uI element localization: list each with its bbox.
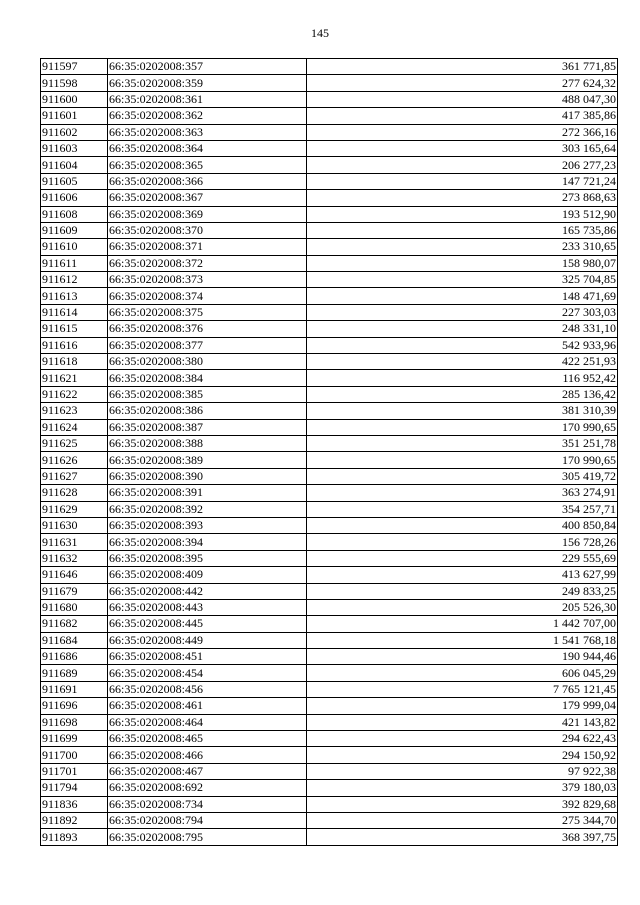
table-row xyxy=(41,632,618,648)
cadastral-number-cell: 66:35:0202008:692 xyxy=(108,780,307,796)
amount-cell: 488 047,30 xyxy=(307,91,618,107)
amount-cell: 294 622,43 xyxy=(307,731,618,747)
amount-cell: 148 471,69 xyxy=(307,288,618,304)
cadastral-number-cell: 66:35:0202008:376 xyxy=(108,321,307,337)
amount-cell: 413 627,99 xyxy=(307,567,618,583)
record-id-cell: 911646 xyxy=(41,567,108,583)
amount-cell: 354 257,71 xyxy=(307,501,618,517)
record-id-cell: 911696 xyxy=(41,698,108,714)
amount-cell: 392 829,68 xyxy=(307,796,618,812)
record-id-cell: 911601 xyxy=(41,108,108,124)
registry-table-body xyxy=(41,59,618,846)
cadastral-number-cell: 66:35:0202008:366 xyxy=(108,173,307,189)
amount-cell: 233 310,65 xyxy=(307,239,618,255)
amount-cell: 379 180,03 xyxy=(307,780,618,796)
amount-cell: 205 526,30 xyxy=(307,599,618,615)
cadastral-number-cell: 66:35:0202008:374 xyxy=(108,288,307,304)
record-id-cell: 911622 xyxy=(41,386,108,402)
table-row xyxy=(41,59,618,75)
cadastral-number-cell: 66:35:0202008:395 xyxy=(108,550,307,566)
table-row xyxy=(41,763,618,779)
table-row xyxy=(41,501,618,517)
record-id-cell: 911598 xyxy=(41,75,108,91)
amount-cell: 179 999,04 xyxy=(307,698,618,714)
cadastral-number-cell: 66:35:0202008:385 xyxy=(108,386,307,402)
table-row xyxy=(41,452,618,468)
table-row xyxy=(41,222,618,238)
amount-cell: 165 735,86 xyxy=(307,222,618,238)
cadastral-number-cell: 66:35:0202008:371 xyxy=(108,239,307,255)
amount-cell: 542 933,96 xyxy=(307,337,618,353)
amount-cell: 400 850,84 xyxy=(307,517,618,533)
page-number: 145 xyxy=(311,26,329,40)
amount-cell: 305 419,72 xyxy=(307,468,618,484)
table-row xyxy=(41,419,618,435)
cadastral-number-cell: 66:35:0202008:449 xyxy=(108,632,307,648)
amount-cell: 294 150,92 xyxy=(307,747,618,763)
cadastral-number-cell: 66:35:0202008:391 xyxy=(108,485,307,501)
amount-cell: 147 721,24 xyxy=(307,173,618,189)
record-id-cell: 911679 xyxy=(41,583,108,599)
cadastral-number-cell: 66:35:0202008:394 xyxy=(108,534,307,550)
amount-cell: 156 728,26 xyxy=(307,534,618,550)
record-id-cell: 911686 xyxy=(41,649,108,665)
amount-cell: 190 944,46 xyxy=(307,649,618,665)
cadastral-number-cell: 66:35:0202008:442 xyxy=(108,583,307,599)
amount-cell: 368 397,75 xyxy=(307,829,618,845)
record-id-cell: 911615 xyxy=(41,321,108,337)
cadastral-number-cell: 66:35:0202008:456 xyxy=(108,681,307,697)
table-row xyxy=(41,108,618,124)
cadastral-number-cell: 66:35:0202008:388 xyxy=(108,435,307,451)
table-row xyxy=(41,517,618,533)
amount-cell: 273 868,63 xyxy=(307,190,618,206)
table-row xyxy=(41,337,618,353)
cadastral-number-cell: 66:35:0202008:393 xyxy=(108,517,307,533)
amount-cell: 363 274,91 xyxy=(307,485,618,501)
amount-cell: 606 045,29 xyxy=(307,665,618,681)
amount-cell: 206 277,23 xyxy=(307,157,618,173)
amount-cell: 275 344,70 xyxy=(307,812,618,828)
record-id-cell: 911691 xyxy=(41,681,108,697)
cadastral-number-cell: 66:35:0202008:461 xyxy=(108,698,307,714)
cadastral-number-cell: 66:35:0202008:369 xyxy=(108,206,307,222)
table-row xyxy=(41,665,618,681)
record-id-cell: 911621 xyxy=(41,370,108,386)
cadastral-number-cell: 66:35:0202008:372 xyxy=(108,255,307,271)
cadastral-number-cell: 66:35:0202008:387 xyxy=(108,419,307,435)
record-id-cell: 911698 xyxy=(41,714,108,730)
registry-table xyxy=(40,58,618,846)
cadastral-number-cell: 66:35:0202008:466 xyxy=(108,747,307,763)
table-row xyxy=(41,485,618,501)
record-id-cell: 911892 xyxy=(41,812,108,828)
cadastral-number-cell: 66:35:0202008:734 xyxy=(108,796,307,812)
record-id-cell: 911604 xyxy=(41,157,108,173)
record-id-cell: 911630 xyxy=(41,517,108,533)
cadastral-number-cell: 66:35:0202008:363 xyxy=(108,124,307,140)
record-id-cell: 911623 xyxy=(41,403,108,419)
amount-cell: 229 555,69 xyxy=(307,550,618,566)
amount-cell: 422 251,93 xyxy=(307,354,618,370)
cadastral-number-cell: 66:35:0202008:409 xyxy=(108,567,307,583)
record-id-cell: 911689 xyxy=(41,665,108,681)
table-row xyxy=(41,91,618,107)
cadastral-number-cell: 66:35:0202008:375 xyxy=(108,304,307,320)
cadastral-number-cell: 66:35:0202008:359 xyxy=(108,75,307,91)
cadastral-number-cell: 66:35:0202008:389 xyxy=(108,452,307,468)
record-id-cell: 911626 xyxy=(41,452,108,468)
table-row xyxy=(41,616,618,632)
amount-cell: 248 331,10 xyxy=(307,321,618,337)
cadastral-number-cell: 66:35:0202008:445 xyxy=(108,616,307,632)
table-row xyxy=(41,780,618,796)
record-id-cell: 911631 xyxy=(41,534,108,550)
cadastral-number-cell: 66:35:0202008:794 xyxy=(108,812,307,828)
record-id-cell: 911610 xyxy=(41,239,108,255)
cadastral-number-cell: 66:35:0202008:390 xyxy=(108,468,307,484)
table-row xyxy=(41,239,618,255)
record-id-cell: 911632 xyxy=(41,550,108,566)
amount-cell: 361 771,85 xyxy=(307,59,618,75)
table-row xyxy=(41,731,618,747)
amount-cell: 381 310,39 xyxy=(307,403,618,419)
cadastral-number-cell: 66:35:0202008:384 xyxy=(108,370,307,386)
record-id-cell: 911605 xyxy=(41,173,108,189)
amount-cell: 325 704,85 xyxy=(307,272,618,288)
record-id-cell: 911602 xyxy=(41,124,108,140)
table-row xyxy=(41,386,618,402)
amount-cell: 97 922,38 xyxy=(307,763,618,779)
cadastral-number-cell: 66:35:0202008:380 xyxy=(108,354,307,370)
table-row xyxy=(41,698,618,714)
cadastral-number-cell: 66:35:0202008:365 xyxy=(108,157,307,173)
cadastral-number-cell: 66:35:0202008:451 xyxy=(108,649,307,665)
record-id-cell: 911684 xyxy=(41,632,108,648)
table-row xyxy=(41,796,618,812)
amount-cell: 1 541 768,18 xyxy=(307,632,618,648)
table-row xyxy=(41,206,618,222)
table-row xyxy=(41,829,618,845)
table-row xyxy=(41,288,618,304)
record-id-cell: 911794 xyxy=(41,780,108,796)
table-row xyxy=(41,403,618,419)
record-id-cell: 911627 xyxy=(41,468,108,484)
table-row xyxy=(41,812,618,828)
table-row xyxy=(41,649,618,665)
record-id-cell: 911628 xyxy=(41,485,108,501)
record-id-cell: 911618 xyxy=(41,354,108,370)
record-id-cell: 911680 xyxy=(41,599,108,615)
cadastral-number-cell: 66:35:0202008:367 xyxy=(108,190,307,206)
table-row xyxy=(41,190,618,206)
cadastral-number-cell: 66:35:0202008:357 xyxy=(108,59,307,75)
record-id-cell: 911629 xyxy=(41,501,108,517)
cadastral-number-cell: 66:35:0202008:454 xyxy=(108,665,307,681)
amount-cell: 272 366,16 xyxy=(307,124,618,140)
table-row xyxy=(41,140,618,156)
table-row xyxy=(41,173,618,189)
amount-cell: 170 990,65 xyxy=(307,452,618,468)
record-id-cell: 911624 xyxy=(41,419,108,435)
record-id-cell: 911609 xyxy=(41,222,108,238)
table-row xyxy=(41,75,618,91)
amount-cell: 158 980,07 xyxy=(307,255,618,271)
table-row xyxy=(41,255,618,271)
cadastral-number-cell: 66:35:0202008:361 xyxy=(108,91,307,107)
amount-cell: 249 833,25 xyxy=(307,583,618,599)
amount-cell: 7 765 121,45 xyxy=(307,681,618,697)
cadastral-number-cell: 66:35:0202008:373 xyxy=(108,272,307,288)
table-row xyxy=(41,567,618,583)
record-id-cell: 911614 xyxy=(41,304,108,320)
cadastral-number-cell: 66:35:0202008:464 xyxy=(108,714,307,730)
record-id-cell: 911699 xyxy=(41,731,108,747)
amount-cell: 193 512,90 xyxy=(307,206,618,222)
cadastral-number-cell: 66:35:0202008:443 xyxy=(108,599,307,615)
amount-cell: 351 251,78 xyxy=(307,435,618,451)
record-id-cell: 911606 xyxy=(41,190,108,206)
cadastral-number-cell: 66:35:0202008:392 xyxy=(108,501,307,517)
table-row xyxy=(41,681,618,697)
amount-cell: 417 385,86 xyxy=(307,108,618,124)
amount-cell: 421 143,82 xyxy=(307,714,618,730)
record-id-cell: 911597 xyxy=(41,59,108,75)
table-row xyxy=(41,550,618,566)
cadastral-number-cell: 66:35:0202008:386 xyxy=(108,403,307,419)
table-row xyxy=(41,370,618,386)
record-id-cell: 911893 xyxy=(41,829,108,845)
table-row xyxy=(41,124,618,140)
cadastral-number-cell: 66:35:0202008:370 xyxy=(108,222,307,238)
record-id-cell: 911613 xyxy=(41,288,108,304)
amount-cell: 285 136,42 xyxy=(307,386,618,402)
table-row xyxy=(41,714,618,730)
record-id-cell: 911603 xyxy=(41,140,108,156)
record-id-cell: 911600 xyxy=(41,91,108,107)
record-id-cell: 911836 xyxy=(41,796,108,812)
table-row xyxy=(41,321,618,337)
record-id-cell: 911608 xyxy=(41,206,108,222)
table-row xyxy=(41,157,618,173)
table-row xyxy=(41,354,618,370)
cadastral-number-cell: 66:35:0202008:364 xyxy=(108,140,307,156)
cadastral-number-cell: 66:35:0202008:467 xyxy=(108,763,307,779)
cadastral-number-cell: 66:35:0202008:362 xyxy=(108,108,307,124)
record-id-cell: 911700 xyxy=(41,747,108,763)
amount-cell: 277 624,32 xyxy=(307,75,618,91)
record-id-cell: 911616 xyxy=(41,337,108,353)
table-row xyxy=(41,272,618,288)
amount-cell: 1 442 707,00 xyxy=(307,616,618,632)
record-id-cell: 911625 xyxy=(41,435,108,451)
cadastral-number-cell: 66:35:0202008:377 xyxy=(108,337,307,353)
table-row xyxy=(41,747,618,763)
record-id-cell: 911701 xyxy=(41,763,108,779)
amount-cell: 170 990,65 xyxy=(307,419,618,435)
table-row xyxy=(41,468,618,484)
record-id-cell: 911611 xyxy=(41,255,108,271)
table-row xyxy=(41,304,618,320)
amount-cell: 303 165,64 xyxy=(307,140,618,156)
table-row xyxy=(41,435,618,451)
record-id-cell: 911682 xyxy=(41,616,108,632)
table-row xyxy=(41,534,618,550)
table-row xyxy=(41,583,618,599)
cadastral-number-cell: 66:35:0202008:465 xyxy=(108,731,307,747)
amount-cell: 227 303,03 xyxy=(307,304,618,320)
record-id-cell: 911612 xyxy=(41,272,108,288)
amount-cell: 116 952,42 xyxy=(307,370,618,386)
table-row xyxy=(41,599,618,615)
cadastral-number-cell: 66:35:0202008:795 xyxy=(108,829,307,845)
